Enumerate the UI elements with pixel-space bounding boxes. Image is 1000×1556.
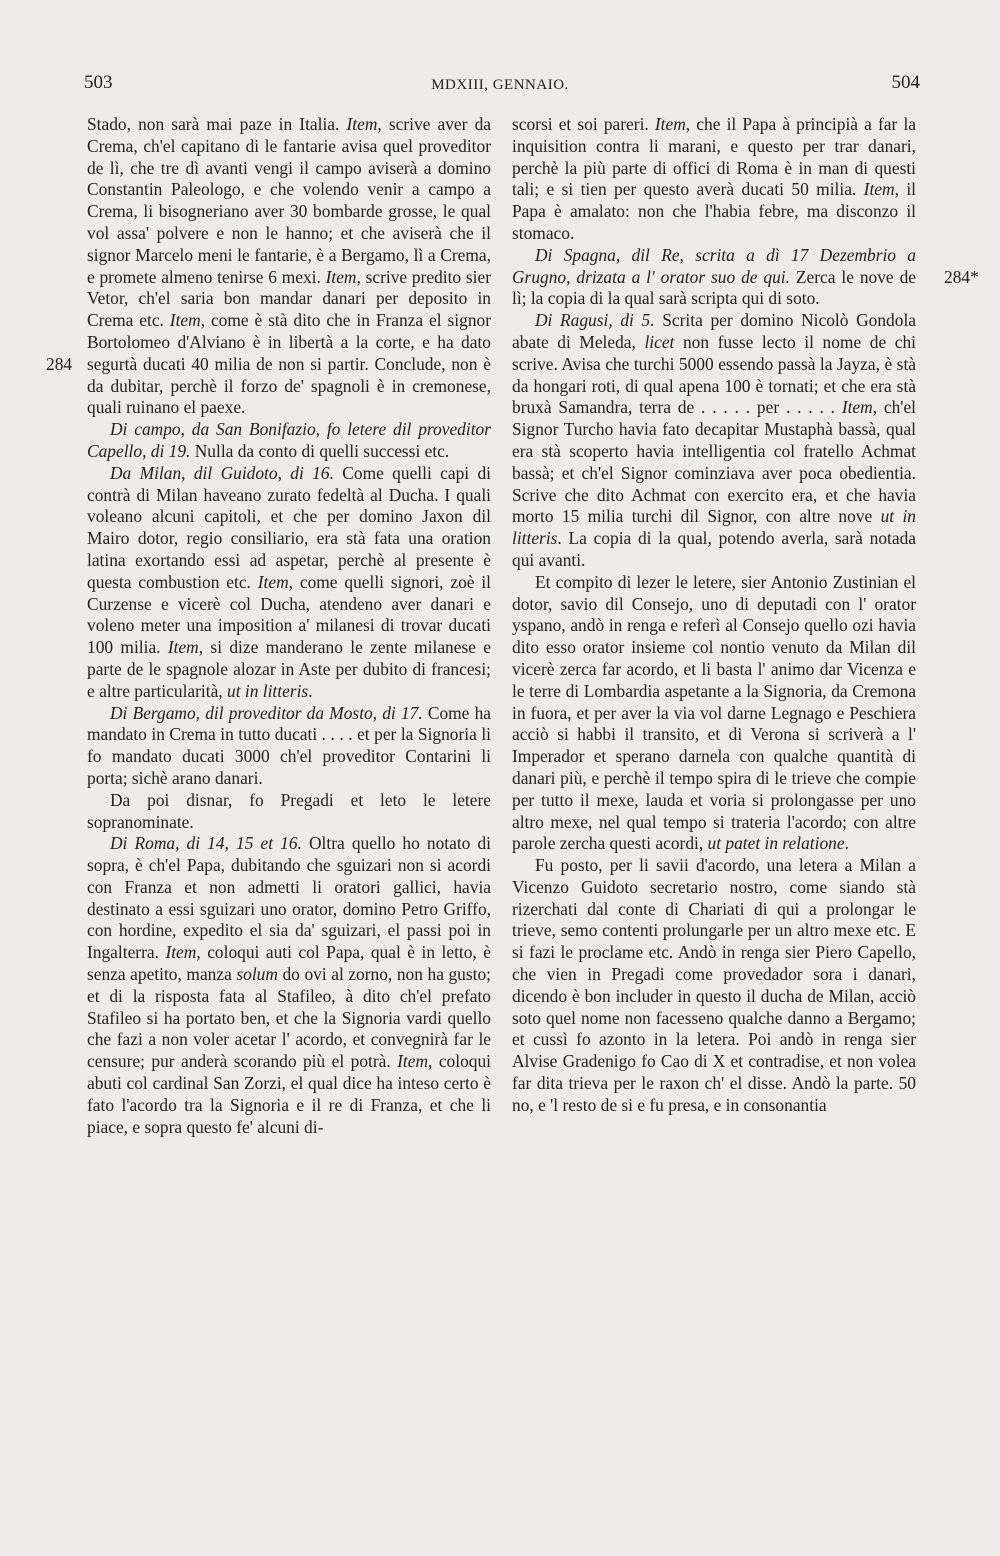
running-header: MDXIII, GENNAIO. xyxy=(431,77,569,93)
paragraph: Et compito di lezer le letere, sier Antonio Zustinian el dotor, savio dil Consejo, uno di deputadi con l' orator yspano, andò in renga e referì al Consejo quello ozi havia dito esso orator insieme col nontio venuto da Milan dil vicerè zerca far acordo, et li basta l' animo dar Vicenza e le terre di Lombardia aspetante a la Signoria, da Cremona in fuora, et per aver la via vol darne Legnago e Peschiera acciò si habbi il transito, et di Verona si scriverà a l' Imperador et sperano darnela con qualche quantità di danari più, e perchè il tempo spira di le trieve che compie per tutto il mexe, lauda et voria si prolongasse per uno altro mexe, nel qual tempo si trateria l'acordo; con altre parole zercha questi acordi, ut patet in relatione. xyxy=(512,571,916,854)
paragraph: Da Milan, dil Guidoto, di 16. Come quelli capi di contrà di Milan haveano zurato fedeltà al Ducha. I quali voleano alcuni capitoli, et che per domino Jaxon dil Mairo dotor, regio consiliario, era stà fata una oration latina exortando essi ad aspetar, perchè al presente è questa combustion etc. Item, come quelli signori, zoè il Curzense e vicerè col Ducha, atendeno aver danari e voleno meter una imposition a' milanesi di trovar ducati 100 milia. Item, si dize manderano le zente milanese e parte de le spagnole alozar in Aste per dubito di francesi; e altre particularità, ut in litteris. xyxy=(87,462,491,701)
paragraph: Fu posto, per li savii d'acordo, una letera a Milan a Vicenzo Guidoto secretario nostro, come siando stà rizerchati dal conte di Chariati di qui a prolongar le trieve, semo contenti prolungarle per un altro mexe etc. E si fazi le proclame etc. Andò in renga sier Piero Capello, che vien in Pregadi come provedador sora i danari, dicendo è bon includer in questo il ducha de Milan, acciò soto quel nome non facesseno qualche danno a Bergamo; et cussì fo azonto in la letera. Poi andò in renga sier Alvise Gradenigo fo Cao di X et contradise, et non volea far dita trieva per le raxon ch' el disse. Andò la parte. 50 no, e 'l resto de si e fu presa, e in consonantia xyxy=(512,855,916,1115)
margin-note-left: 284 xyxy=(46,354,73,374)
paragraph: scorsi et soi pareri. Item, che il Papa à principià a far la inquisition contra li marani, e questo per trar danari, perchè la più parte di offici di Roma è in man di questi tali; e si tien per questo averà ducati 50 milia. Item, il Papa è amalato: non che l'habia febre, ma disconzo il stomaco. xyxy=(512,114,916,243)
paragraph: Di Ragusi, di 5. Scrita per domino Nicolò Gondola abate di Meleda, licet non fusse lecto il nome de chi scrive. Avisa che turchi 5000 essendo passà la Jayza, è stà da hongari roti, di qual apena 100 è tornati; et che era stà bruxà Samandra, terra de . . . . . per . . . . . Item, ch'el Signor Turcho havia fato decapitar Mustaphà bassà, qual era stà scoperto havia intelligentia col fratello Achmat bassà; et ch'el Signor cominziava aver poca obedientia. Scrive che dito Achmat con exercito era, et che havia morto 15 milia turchi dil Signor, con altre nove ut in litteris. La copia di la qual, potendo averla, sarà notada qui avanti. xyxy=(512,310,916,570)
paragraph: Di Bergamo, dil proveditor da Mosto, di 17. Come ha mandato in Crema in tutto ducati . . . . et per la Signoria li fo mandato ducati 3000 ch'el proveditor Contarini li porta; sichè arano danari. xyxy=(87,702,491,788)
page-number-right: 504 xyxy=(891,72,920,93)
paragraph: Di Spagna, dil Re, scrita a dì 17 Dezembrio a Grugno, drizata a l' orator suo de qui. Zerca le nove de lì; la copia di la qual sarà scripta qui di soto. xyxy=(512,244,916,309)
margin-note-right: 284* xyxy=(944,267,979,287)
text-column-left xyxy=(87,114,491,1138)
paragraph: Da poi disnar, fo Pregadi et leto le letere sopranominate. xyxy=(87,789,491,832)
text-column-right xyxy=(512,114,916,1117)
paragraph: Stado, non sarà mai paze in Italia. Item, scrive aver da Crema, ch'el capitano di le fantarie avisa quel proveditor de lì, che tre dì avanti vengi il campo aviserà a domino Constantin Paleologo, e che volendo venir a campo a Crema, li bisogneriano aver 30 bombarde grosse, le qual vol assa' polvere e non le hanno; et che aviserà che il signor Marcelo meni le fantarie, è a Bergamo, lì a Crema, e promete almeno tenirse 6 mexi. Item, scrive predito sier Vetor, ch'el saria bon mandar danari per deposito in Crema etc. Item, come è stà dito che in Franza el signor Bortolomeo d'Alviano è in libertà a la corte, e ha dato segurtà ducati 40 milia de non si partir. Conclude, non è da dubitar, perchè il forzo de' spagnoli è in cremonese, quali ruinano el paexe. xyxy=(87,114,491,418)
page-number-left: 503 xyxy=(84,72,113,93)
paragraph: Di Roma, di 14, 15 et 16. Oltra quello ho notato di sopra, è ch'el Papa, dubitando che sguizari non si acordi con Franza et non admetti li oratori gallici, havia destinato a essi sguizari uno orator, domino Petro Griffo, con hordine, expedito el sia da' sguizari, el passi poi in Ingalterra. Item, coloqui auti col Papa, qual è in letto, è senza apetito, manza solum do ovi al zorno, non ha gusto; et di la risposta fata al Stafileo, à dito ch'el prefato Stafileo si ha portato ben, et che la Signoria vardi quello che fazi a non voler acetar l' acordo, et convegnirà far le censure; pur anderà scorando più el potrà. Item, coloqui abuti col cardinal San Zorzi, el qual dice ha inteso certo è fato l'acordo tra la Signoria e il re di Franza, et che li piace, e sopra questo fe' alcuni di- xyxy=(87,833,492,1137)
paragraph: Di campo, da San Bonifazio, fo letere dil proveditor Capello, di 19. Nulla da conto di quelli successi etc. xyxy=(87,419,491,461)
